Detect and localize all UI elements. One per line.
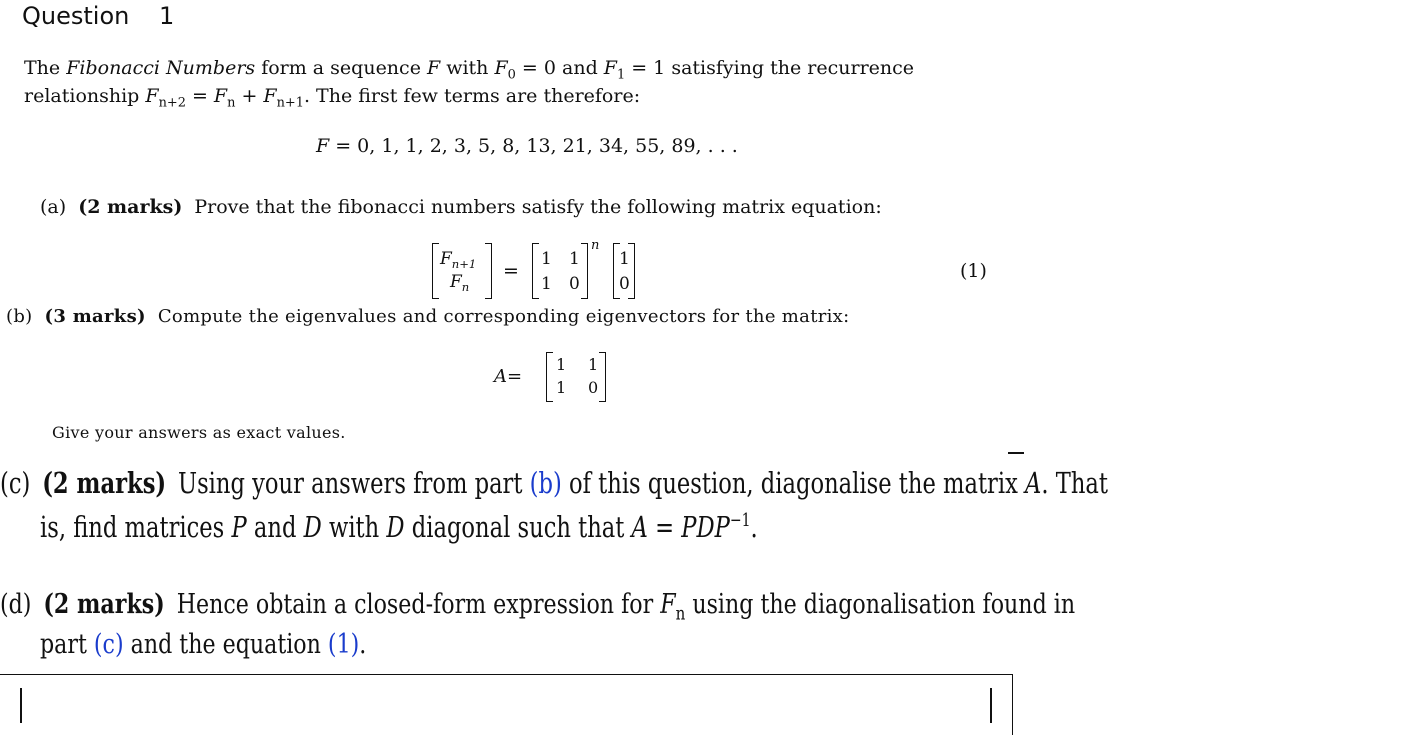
matrix-entry: 1 — [569, 249, 580, 269]
part-a-text: Prove that the fibonacci numbers satisfy the following matrix equation: — [194, 196, 882, 218]
sequence-symbol: F — [426, 57, 441, 79]
part-reference: (c) — [93, 629, 124, 660]
intro-text: The — [24, 57, 67, 79]
matrix-symbol: PDP — [681, 510, 730, 544]
matrix-entry: 1 — [556, 378, 567, 397]
part-a-label: (a) — [40, 196, 67, 218]
part-c-text: . — [750, 510, 758, 544]
part-d-line-1 — [0, 589, 1311, 624]
f-symbol: F — [213, 85, 228, 107]
part-c-text: . That — [1041, 466, 1109, 500]
superscript: −1 — [729, 510, 751, 532]
intro-text: form a sequence — [255, 57, 427, 79]
vector-entry: $F_{n+1}$ — [440, 249, 477, 272]
part-d-line-2 — [40, 629, 438, 660]
fibonacci-term: Fibonacci Numbers — [66, 57, 256, 79]
matrix-entry: 0 — [569, 274, 580, 294]
part-d-label: (d) — [0, 589, 32, 620]
part-d-marks: (2 marks) — [43, 589, 165, 620]
matrix-a — [546, 352, 606, 402]
part-d-text: Hence obtain a closed-form expression for — [176, 589, 661, 620]
intro-text: = 1 satisfying the recurrence — [625, 57, 915, 79]
part-d-text: part — [40, 629, 94, 660]
subscript: n — [227, 95, 236, 111]
answer-box[interactable] — [0, 674, 1013, 735]
intro-text: . The first few terms are therefore: — [303, 85, 641, 107]
sequence-equation — [316, 135, 738, 157]
matrix-entry: 1 — [556, 355, 567, 374]
part-c-label: (c) — [0, 466, 31, 500]
vector-entry: $F_n$ — [450, 272, 470, 295]
vector-lhs — [432, 243, 492, 299]
part-reference: (b) — [529, 466, 562, 500]
part-a-marks: (2 marks) — [78, 196, 183, 218]
intro-text: with — [440, 57, 495, 79]
subscript: n+2 — [158, 95, 186, 111]
intro-text: = 0 and — [515, 57, 604, 79]
f-symbol: F — [603, 57, 617, 79]
part-d-text: using the diagonalisation found in — [685, 589, 1076, 620]
part-c-line-2 — [40, 510, 960, 544]
part-c-text: is, find matrices — [40, 510, 232, 544]
sequence-values: = 0, 1, 1, 2, 3, 5, 8, 13, 21, 34, 55, 89, . . . — [329, 135, 738, 157]
part-b-label: (b) — [6, 306, 33, 327]
matrix-symbol: D — [303, 510, 322, 544]
subscript: n — [675, 603, 686, 625]
matrix-power: n — [591, 238, 600, 253]
part-c-marks: (2 marks) — [42, 466, 167, 500]
equation-reference: (1) — [327, 629, 360, 660]
intro-text: = — [185, 85, 214, 107]
part-c-text: diagonal such that — [404, 510, 632, 544]
part-a-line — [40, 196, 882, 218]
vector-entry: 1 — [619, 249, 630, 269]
part-d-text: and the equation — [123, 629, 328, 660]
sequence-symbol: F — [316, 135, 330, 157]
question-number: 1 — [158, 2, 175, 30]
matrix-entry: 1 — [588, 355, 599, 374]
part-b-note: Give your answers as exact values. — [52, 423, 346, 442]
equation-number: (1) — [960, 260, 987, 282]
scrollbar-edge — [990, 688, 992, 723]
part-c-text: and — [246, 510, 304, 544]
text-cursor — [20, 688, 22, 723]
f-symbol: F — [145, 85, 159, 107]
intro-text: relationship — [24, 85, 146, 107]
subscript: 0 — [507, 67, 516, 83]
part-b-line — [6, 306, 850, 327]
vector-entry: 0 — [619, 274, 630, 294]
part-c-text: with — [321, 510, 387, 544]
subscript: n+1 — [276, 95, 304, 111]
divider-stub — [1008, 452, 1024, 454]
part-b-marks: (3 marks) — [44, 306, 146, 327]
matrix-symbol: A — [631, 510, 648, 544]
matrix-symbol: A — [1025, 466, 1042, 500]
matrix-entry: 0 — [588, 378, 599, 397]
matrix-a-label: A= — [494, 366, 523, 387]
f-symbol: F — [494, 57, 508, 79]
part-d-text: . — [359, 629, 367, 660]
intro-line-1 — [24, 57, 914, 83]
fib-matrix — [532, 243, 588, 299]
intro-line-2 — [24, 85, 640, 111]
question-heading — [22, 2, 174, 30]
matrix-entry: 1 — [541, 249, 552, 269]
subscript: 1 — [616, 67, 626, 83]
part-c-text: = — [647, 510, 682, 544]
f-symbol: F — [263, 85, 277, 107]
f-symbol: F — [660, 589, 676, 620]
question-label: Question — [22, 2, 130, 30]
vector-rhs — [613, 243, 635, 299]
part-b-text: Compute the eigenvalues and corresponding eigenvectors for the matrix: — [157, 306, 850, 327]
part-c-text: Using your answers from part — [178, 466, 530, 500]
matrix-symbol: D — [386, 510, 405, 544]
part-c-text: of this question, diagonalise the matrix — [561, 466, 1026, 500]
intro-text: + — [235, 85, 264, 107]
matrix-symbol: P — [231, 510, 247, 544]
matrix-entry: 1 — [541, 274, 552, 294]
equals-sign: = — [503, 260, 519, 282]
part-c-line-1 — [0, 466, 1421, 500]
